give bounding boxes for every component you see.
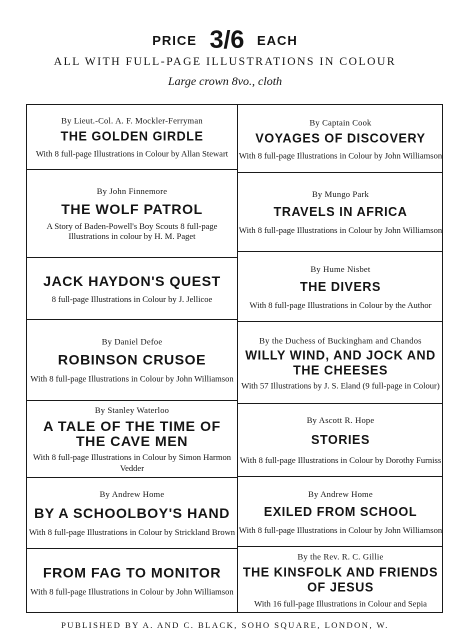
book-title: ROBINSON CRUSOE <box>57 351 207 368</box>
book-title: THE WOLF PATROL <box>61 200 203 217</box>
publisher-footer: PUBLISHED BY A. AND C. BLACK, SOHO SQUARE, LONDON, W. <box>61 620 389 630</box>
book-author: By Hume Nisbet <box>310 263 371 274</box>
book-title: A TALE OF THE TIME OF THE CAVE MEN <box>43 418 221 449</box>
book-title: TRAVELS IN AFRICA <box>273 204 408 219</box>
book-title: WILLY WIND, AND JOCK AND THE CHEESES <box>245 347 436 377</box>
book-cell <box>238 173 443 252</box>
book-title: VOYAGES OF DISCOVERY <box>255 130 426 145</box>
book-title: FROM FAG TO MONITOR <box>42 563 222 580</box>
price-value: 3/6 <box>209 26 245 54</box>
price-suffix: EACH <box>256 33 298 48</box>
book-author: By Mungo Park <box>312 188 369 199</box>
book-cell <box>238 252 443 322</box>
book-author: By the Duchess of Buckingham and Chandos <box>259 334 422 345</box>
book-description: With 8 full-page Illustrations in Colour by John Williamson <box>238 524 443 535</box>
book-cell <box>27 478 237 549</box>
book-description: With 8 full-page Illustrations in Colour by Strickland Brown <box>29 526 235 537</box>
price-line <box>0 26 450 55</box>
book-author: By Captain Cook <box>309 116 372 127</box>
book-title: EXILED FROM SCHOOL <box>263 504 418 519</box>
book-author: By Ascott R. Hope <box>306 414 375 425</box>
book-description: With 8 full-page Illustrations in Colour by John Williamson <box>30 585 234 596</box>
book-grid <box>26 104 443 613</box>
book-description: A Story of Baden-Powell's Boy Scouts 8 full-page Illustrations in colour by H. M. Paget <box>46 220 218 241</box>
book-cell <box>27 401 237 478</box>
book-description: 8 full-page Illustrations in Colour by J. Jellicoe <box>51 293 213 304</box>
book-author: By Stanley Waterloo <box>94 405 170 415</box>
book-author: By John Finnemore <box>96 185 168 196</box>
book-cell <box>238 547 443 612</box>
book-cell <box>27 549 237 612</box>
book-title: THE GOLDEN GIRDLE <box>60 129 204 144</box>
book-title: THE KINSFOLK AND FRIENDS OF JESUS <box>242 564 439 594</box>
book-author: By Daniel Defoe <box>101 336 163 347</box>
left-column <box>27 105 237 612</box>
book-title: BY A SCHOOLBOY'S HAND <box>34 504 230 521</box>
price-prefix: PRICE <box>152 33 197 48</box>
book-cell <box>238 477 443 547</box>
book-description: With 8 full-page Illustrations in Colour by Simon Harmon Vedder <box>33 452 231 473</box>
book-description: With 8 full-page Illustrations in Colour by Dorothy Furniss <box>239 454 442 465</box>
subtitle: ALL WITH FULL-PAGE ILLUSTRATIONS IN COLOUR <box>53 56 397 68</box>
book-cell <box>27 258 237 320</box>
book-description: With 8 full-page Illustrations in Colour by Allan Stewart <box>35 148 229 159</box>
book-description: With 57 Illustrations by J. S. Eland (9 full-page in Colour) <box>241 379 440 390</box>
book-cell <box>238 105 443 173</box>
format-line: Large crown 8vo., cloth <box>167 74 283 88</box>
right-column <box>238 105 443 612</box>
book-cell <box>27 170 237 258</box>
book-cell <box>238 404 443 477</box>
book-author: By the Rev. R. C. Gillie <box>297 550 384 561</box>
book-author: By Lieut.-Col. A. F. Mockler-Ferryman <box>61 115 203 126</box>
book-title: THE DIVERS <box>299 279 381 294</box>
book-description: With 8 full-page Illustrations in Colour by John Williamson <box>238 224 443 235</box>
book-title: STORIES <box>311 432 370 447</box>
book-author: By Andrew Home <box>99 488 165 499</box>
book-description: With 16 full-page Illustrations in Colour and Sepia <box>254 597 427 608</box>
book-cell <box>238 322 443 404</box>
book-description: With 8 full-page Illustrations in Colour by John Williamson <box>238 149 443 160</box>
book-author: By Andrew Home <box>308 488 373 499</box>
book-description: With 8 full-page Illustrations in Colour by John Williamson <box>30 373 234 384</box>
book-cell <box>27 320 237 401</box>
book-description: With 8 full-page Illustrations in Colour by the Author <box>249 299 432 310</box>
book-cell <box>27 105 237 170</box>
book-title: JACK HAYDON'S QUEST <box>43 272 221 289</box>
